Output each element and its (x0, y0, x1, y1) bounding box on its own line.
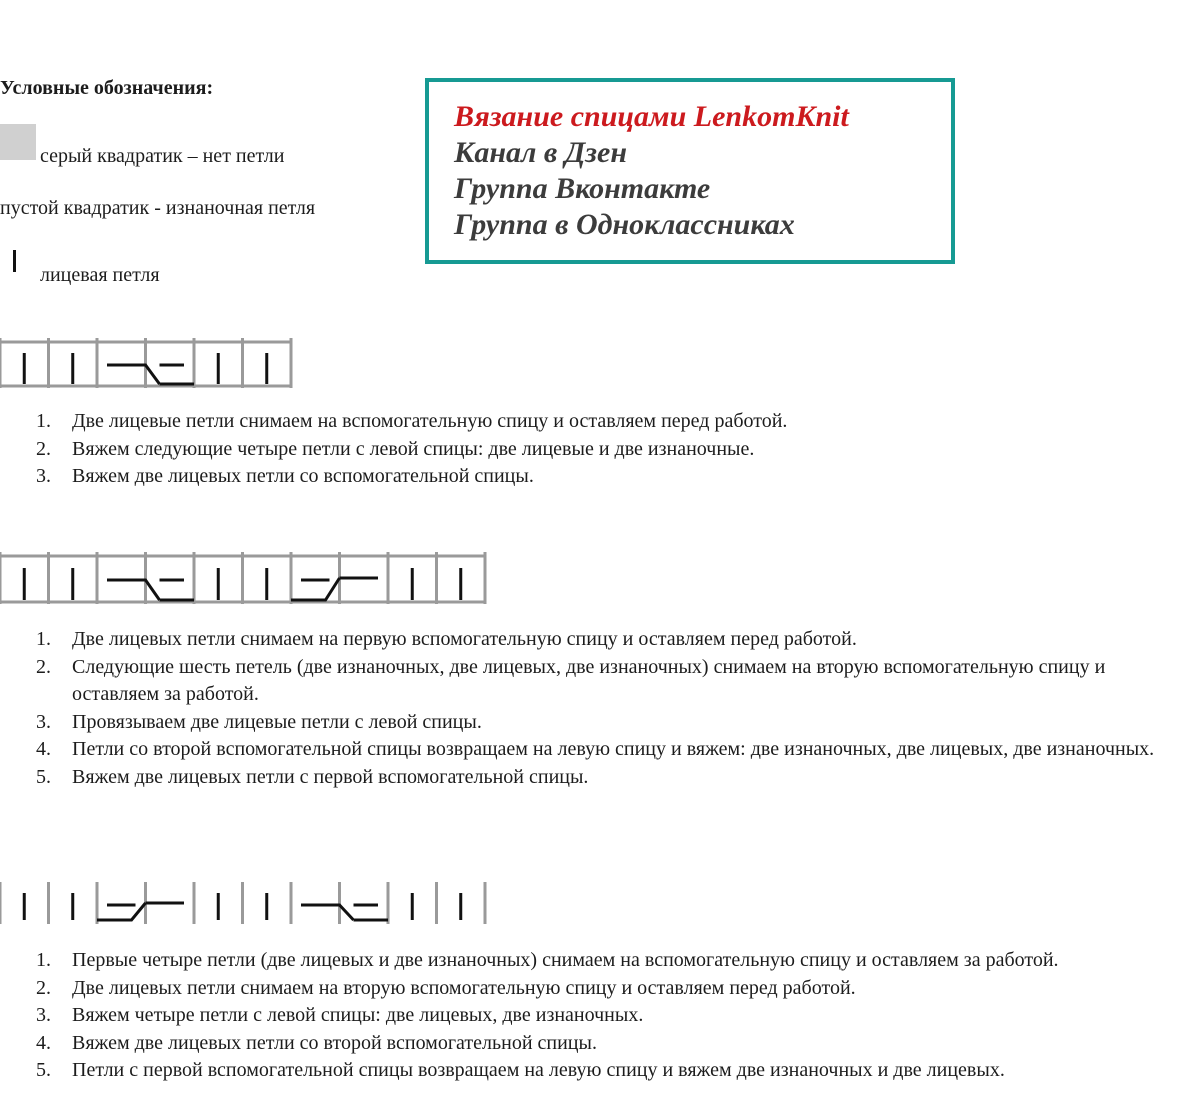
brand-ok-link[interactable]: Группа в Одноклассниках (454, 208, 795, 241)
step-item (0, 463, 1195, 491)
step-text: Две лицевые петли снимаем на вспомогательную спицу и оставляем перед работой. (72, 410, 788, 432)
step-text: Петли со второй вспомогательной спицы возвращаем на левую спицу и вяжем: две изнаночных, две лицевых, две изнаночных. (72, 738, 1155, 760)
cable-cross-down (107, 580, 160, 600)
step-text: Следующие шесть петель (две изнаночных, две лицевых, две изнаночных) снимаем на вторую вспомогательную спицу и оставляем за работой. (72, 655, 1106, 705)
step-number: 3. (36, 710, 51, 733)
step-item (0, 764, 1195, 792)
step-text: Провязываем две лицевые петли с левой спицы. (72, 710, 482, 733)
brand-title: Вязание спицами LenkomKnit (454, 100, 849, 133)
brand-box (425, 78, 955, 264)
step-item (0, 408, 1195, 436)
step-number: 1. (36, 628, 51, 650)
brand-zen-link[interactable]: Канал в Дзен (454, 136, 627, 169)
step-item (0, 1057, 1195, 1085)
cable-cross-down-right (160, 365, 195, 384)
step-item (0, 975, 1195, 1003)
step-item (0, 709, 1195, 737)
legend-empty-square-text: пустой квадратик - изнаночная петля (0, 197, 316, 219)
step-number: 4. (36, 738, 51, 760)
step-item (0, 436, 1195, 464)
cable-cross-down (301, 905, 354, 920)
step-text: Две лицевых петли снимаем на первую вспомогательную спицу и оставляем перед работой. (72, 628, 857, 650)
cable-cross-up (97, 903, 146, 920)
cable-cross-down-right (354, 905, 389, 920)
step-item (0, 1002, 1195, 1030)
step-item (0, 947, 1195, 975)
legend-gray-square-text: серый квадратик – нет петли (40, 145, 285, 167)
step-item (0, 626, 1195, 654)
gray-square-swatch (0, 124, 36, 160)
step-item (0, 736, 1195, 764)
cable-diagram-2 (0, 552, 495, 606)
brand-vk-link[interactable]: Группа Вконтакте (454, 172, 711, 205)
step-number: 5. (36, 765, 51, 788)
cable-diagram-1 (0, 338, 300, 390)
step-text: Вяжем следующие четыре петли с левой спицы: две лицевые и две изнаночные. (72, 437, 755, 460)
diagram-grid (0, 338, 291, 388)
step-text: Вяжем две лицевых петли со второй вспомогательной спицы. (72, 1031, 597, 1054)
legend-title: Условные обозначения: (0, 77, 214, 99)
step-item (0, 654, 1195, 709)
steps-list-1 (0, 408, 1195, 491)
step-number: 1. (36, 949, 51, 971)
step-text: Две лицевых петли снимаем на вторую вспомогательную спицу и оставляем перед работой. (72, 976, 856, 999)
legend-knit-stitch-text: лицевая петля (40, 264, 160, 286)
knit-stitch-symbol (13, 250, 16, 272)
step-number: 4. (36, 1031, 51, 1054)
cable-cross-down-right (160, 580, 195, 600)
steps-list-3 (0, 947, 1195, 1085)
step-number: 2. (36, 437, 51, 460)
step-number: 5. (36, 1059, 51, 1081)
step-text: Вяжем четыре петли с левой спицы: две лицевых, две изнаночных. (72, 1004, 644, 1026)
step-text: Петли с первой вспомогательной спицы возвращаем на левую спицу и вяжем две изнаночных и две лицевых. (72, 1059, 1005, 1081)
step-number: 1. (36, 410, 51, 432)
steps-list-2 (0, 626, 1195, 791)
step-number: 3. (36, 1004, 51, 1026)
step-number: 2. (36, 976, 51, 999)
cable-diagram-3 (0, 882, 495, 926)
step-text: Вяжем две лицевых петли со вспомогательной спицы. (72, 465, 534, 487)
step-number: 3. (36, 465, 51, 487)
cable-cross-up (291, 578, 340, 600)
step-number: 2. (36, 655, 51, 678)
cable-cross-down (107, 365, 160, 384)
step-item (0, 1030, 1195, 1058)
step-text: Первые четыре петли (две лицевых и две изнаночных) снимаем на вспомогательную спицу и оставляем за работой. (72, 949, 1059, 971)
step-text: Вяжем две лицевых петли с первой вспомогательной спицы. (72, 765, 589, 788)
